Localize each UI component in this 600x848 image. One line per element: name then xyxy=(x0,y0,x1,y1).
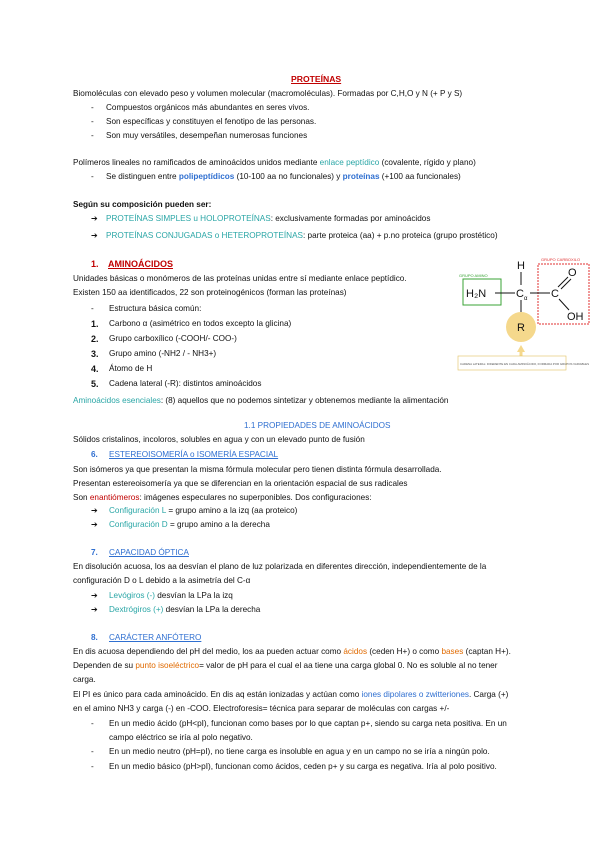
proteinas-term: proteínas xyxy=(342,172,380,181)
amphoteric-heading: CARÁCTER ANFÓTERO xyxy=(109,633,202,642)
optical-item: Dextrógiros (+) desvían la LPa la derecha xyxy=(109,605,261,614)
acidos-term: ácidos xyxy=(343,647,368,656)
stereo-heading: ESTEREOISOMERÍA o ISOMERÍA ESPACIAL xyxy=(109,450,279,459)
section-number: 6. xyxy=(91,450,98,459)
amphoteric-line: En dis acuosa dependiendo del pH del medio, los aa pueden actuar como ácidos (ceden H+) o como bases (captan H+). xyxy=(73,647,511,656)
intro-bullet: Son muy versátiles, desempeñan numerosas funciones xyxy=(106,131,308,140)
alpha-carbon: C xyxy=(516,288,524,300)
arrow-icon: ➔ xyxy=(91,231,98,240)
bullet-dash: - xyxy=(91,304,94,313)
amphoteric-bullet: En un medio ácido (pH<pI), funcionan como bases por lo que captan p+, siendo su carga neta positiva. En un xyxy=(109,719,507,728)
hydrogen-atom: H xyxy=(517,260,525,272)
punto-isoelectrico-term: punto isoeléctrico xyxy=(135,661,200,670)
list-item: Cadena lateral (-R): distintos aminoácidos xyxy=(109,379,262,388)
amphoteric-bullet-cont: campo eléctrico se iría al polo negativo. xyxy=(109,733,253,742)
stereo-line: Son isómeros ya que presentan la misma fórmula molecular pero tienen distinta fórmula desarrollada. xyxy=(73,465,442,474)
section-number: 1. xyxy=(91,259,99,269)
bullet-dash: - xyxy=(91,103,94,112)
oxygen-atom: O xyxy=(568,267,577,279)
config-item: Configuración D = grupo amino a la derecha xyxy=(109,520,270,529)
config-item: Configuración L = grupo amino a la izq (aa proteico) xyxy=(109,506,298,515)
polymers-line: Polímeros lineales no ramificados de aminoácidos unidos mediante enlace peptídico (covalente, rígido y plano) xyxy=(73,158,476,167)
enlace-peptidico-term: enlace peptídico xyxy=(319,158,380,167)
list-item: Carbono α (asimétrico en todos excepto la glicina) xyxy=(109,319,292,328)
polymers-bullet: Se distinguen entre polipeptídicos (10-100 aa no funcionales) y proteínas (+100 aa funcionales) xyxy=(106,172,461,181)
composition-item: PROTEÍNAS CONJUGADAS o HETEROPROTEÍNAS: parte proteica (aa) + p.no proteica (grupo prostético) xyxy=(106,231,498,240)
list-item: Grupo carboxílico (-COOH/- COO-) xyxy=(109,334,237,343)
carboxyl-group-label: GRUPO CARBOXILO xyxy=(541,257,581,262)
bullet-dash: - xyxy=(91,131,94,140)
page-title: PROTEÍNAS xyxy=(291,74,342,84)
amphoteric-line: en el amino NH3 y carga (-) en -COO. Electroforesis= técnica para separar de moléculas con cargas +/- xyxy=(73,704,450,713)
optical-line: En disolución acuosa, los aa desvían el plano de luz polarizada en diferentes dirección, independientemente de la xyxy=(73,562,487,571)
bullet-dash: - xyxy=(91,172,94,181)
amphoteric-line: Dependen de su punto isoeléctrico= valor de pH para el cual el aa tiene una carga global 0. No es soluble al no tener xyxy=(73,661,498,670)
arrow-shaft xyxy=(520,352,523,356)
intro-bullet: Compuestos orgánicos más abundantes en seres vivos. xyxy=(106,103,310,112)
stereo-line: Son enantiómeros: imágenes especulares no superponibles. Dos configuraciones: xyxy=(73,493,372,502)
polipeptidicos-term: polipeptídicos xyxy=(178,172,235,181)
optical-line: configuración D o L debido a la asimetría del C-α xyxy=(73,576,251,585)
properties-heading: 1.1 PROPIEDADES DE AMINOÁCIDOS xyxy=(244,421,391,430)
bullet-dash: - xyxy=(91,117,94,126)
list-number: 4. xyxy=(91,364,99,374)
double-bond-o-1 xyxy=(558,277,568,287)
list-item: Átomo de H xyxy=(109,364,153,373)
bullet-dash: - xyxy=(91,719,94,728)
properties-line: Sólidos cristalinos, incoloros, solubles en agua y con un elevado punto de fusión xyxy=(73,435,365,444)
amphoteric-bullet: En un medio básico (pH>pI), funcionan como ácidos, ceden p+ y su carga es negativa. Iría al polo positivo. xyxy=(109,762,497,771)
arrow-icon: ➔ xyxy=(91,520,98,529)
arrow-icon: ➔ xyxy=(91,506,98,515)
optical-item: Levógiros (-) desvían la LPa la izq xyxy=(109,591,233,600)
list-item: Grupo amino (-NH2 / - NH3+) xyxy=(109,349,217,358)
bullet-dash: - xyxy=(91,762,94,771)
aminoacids-heading: AMINOÁCIDOS xyxy=(108,259,173,269)
arrow-icon: ➔ xyxy=(91,591,98,600)
arrow-icon: ➔ xyxy=(91,214,98,223)
structure-label: Estructura básica común: xyxy=(109,304,202,313)
arrow-up-icon xyxy=(517,345,525,352)
aminoacids-line: Existen 150 aa identificados, 22 son proteinogénicos (forman las proteínas) xyxy=(73,288,347,297)
section-number: 7. xyxy=(91,548,98,557)
bond-oh xyxy=(559,299,569,310)
amphoteric-line: carga. xyxy=(73,675,96,684)
zwitteriones-term: iones dipolares o zwitteriones xyxy=(361,690,469,699)
list-number: 1. xyxy=(91,319,99,329)
amino-atoms: H₂N xyxy=(466,288,487,300)
amino-group-label: GRUPO AMINO xyxy=(459,273,488,278)
side-chain-r: R xyxy=(517,322,525,334)
enantiomeros-term: enantiómeros xyxy=(89,493,140,502)
intro-bullet: Son específicas y constituyen el fenotipo de las personas. xyxy=(106,117,317,126)
optical-heading: CAPACIDAD ÓPTICA xyxy=(109,548,189,557)
essential-line: Aminoácidos esenciales: (8) aquellos que no podemos sintetizar y obtenemos mediante la alimentación xyxy=(73,396,449,405)
amphoteric-bullet: En un medio neutro (pH=pI), no tiene carga es insoluble en agua y en un campo no se iría a ningún polo. xyxy=(109,747,490,756)
aminoacids-line: Unidades básicas o monómeros de las proteínas unidas entre sí mediante enlace peptídico. xyxy=(73,274,407,283)
caption-text: CADENA LATERAL: DIFERENTE EN CADA AMINOÁCIDO, FORMADA POR GRUPOS VARIABLES xyxy=(460,362,590,366)
composition-item: PROTEÍNAS SIMPLES u HOLOPROTEÍNAS: exclusivamente formadas por aminoácidos xyxy=(106,214,431,223)
arrow-icon: ➔ xyxy=(91,605,98,614)
list-number: 3. xyxy=(91,349,99,359)
list-number: 5. xyxy=(91,379,99,389)
amphoteric-line: El PI es único para cada aminoácido. En dis aq están ionizadas y actúan como iones dipolares o zwitteriones. Carga (+) xyxy=(73,690,509,699)
stereo-line: Presentan estereoisomería ya que se diferencian en la orientación espacial de sus radicales xyxy=(73,479,408,488)
list-number: 2. xyxy=(91,334,99,344)
hydroxyl-group: OH xyxy=(567,311,584,323)
section-number: 8. xyxy=(91,633,98,642)
intro-line: Biomoléculas con elevado peso y volumen molecular (macromoléculas). Formadas por C,H,O y N (+ P y S) xyxy=(73,89,463,98)
double-bond-o-2 xyxy=(561,279,571,289)
bases-term: bases xyxy=(441,647,464,656)
alpha-symbol: α xyxy=(524,296,528,302)
aminoacid-structure-diagram xyxy=(455,252,590,377)
bullet-dash: - xyxy=(91,747,94,756)
carboxyl-carbon: C xyxy=(551,288,559,300)
composition-heading: Según su composición pueden ser: xyxy=(73,200,212,209)
